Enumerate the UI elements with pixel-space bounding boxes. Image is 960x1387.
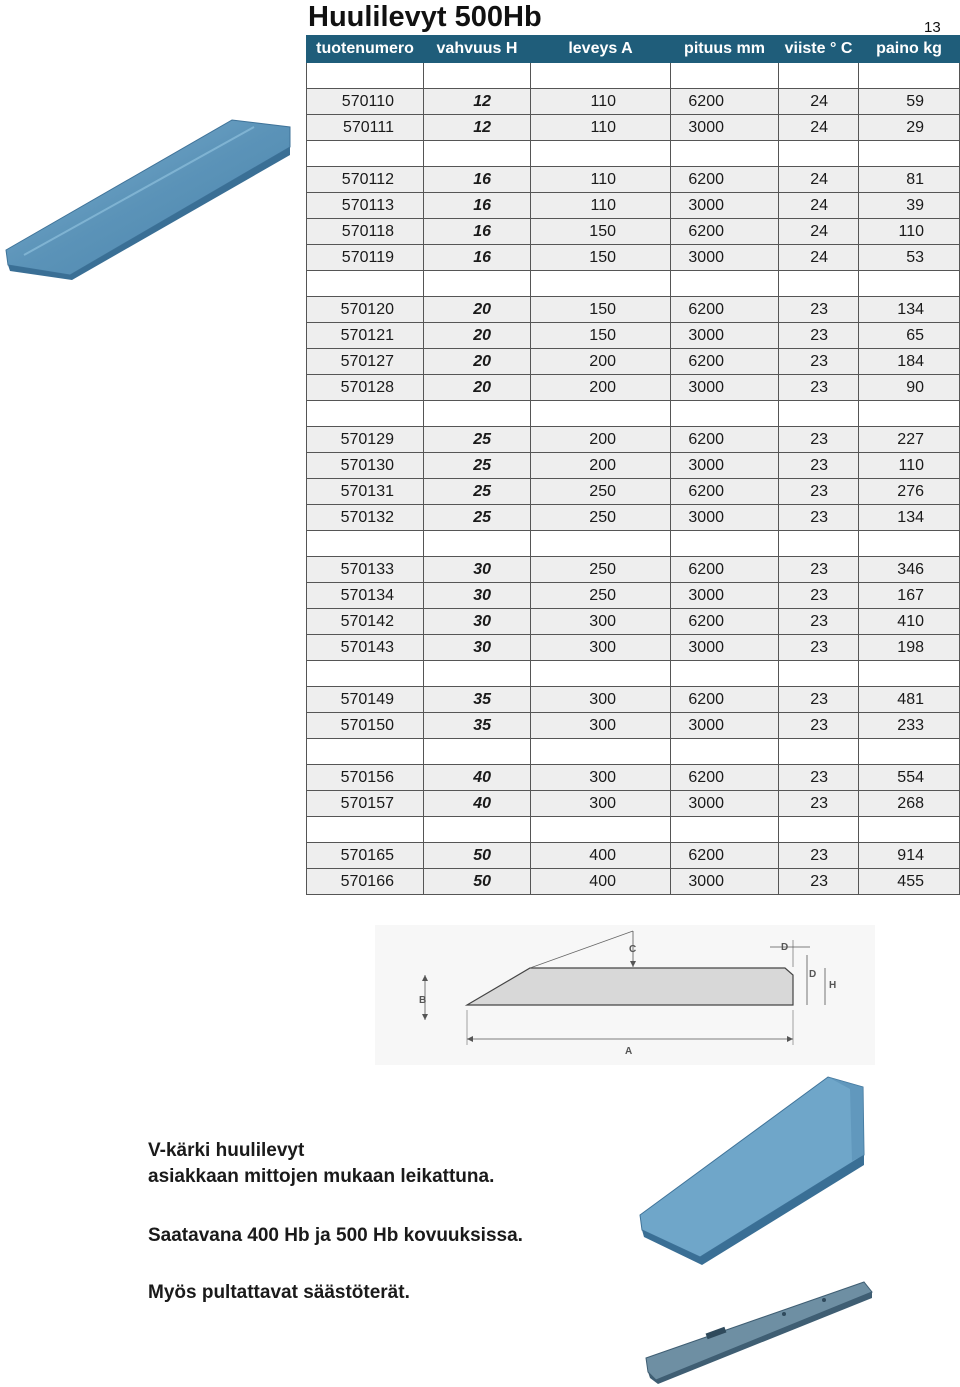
cell-leveys: 200 xyxy=(531,349,671,375)
cell-paino: 233 xyxy=(859,713,960,739)
cell-tuotenumero: 570113 xyxy=(307,193,424,219)
table-spacer-row xyxy=(307,141,960,167)
cell-pituus: 3000 xyxy=(671,635,779,661)
table-row xyxy=(307,505,960,531)
cell-tuotenumero: 570127 xyxy=(307,349,424,375)
cell-pituus: 3000 xyxy=(671,791,779,817)
table-empty-cell xyxy=(307,401,424,427)
cell-viiste: 23 xyxy=(779,687,859,713)
cell-tuotenumero: 570130 xyxy=(307,453,424,479)
table-empty-cell xyxy=(424,739,531,765)
cell-vahvuus: 20 xyxy=(424,375,531,401)
table-empty-cell xyxy=(307,141,424,167)
table-row xyxy=(307,843,960,869)
cell-leveys: 400 xyxy=(531,843,671,869)
table-empty-cell xyxy=(531,271,671,297)
table-row xyxy=(307,713,960,739)
table-empty-cell xyxy=(859,271,960,297)
table-empty-cell xyxy=(307,63,424,89)
cell-pituus: 3000 xyxy=(671,323,779,349)
blade-photo-straight xyxy=(4,115,294,280)
table-empty-cell xyxy=(424,63,531,89)
cell-paino: 81 xyxy=(859,167,960,193)
cell-paino: 39 xyxy=(859,193,960,219)
table-empty-cell xyxy=(779,141,859,167)
table-empty-cell xyxy=(859,817,960,843)
cell-tuotenumero: 570120 xyxy=(307,297,424,323)
table-empty-cell xyxy=(531,661,671,687)
cell-tuotenumero: 570118 xyxy=(307,219,424,245)
cell-tuotenumero: 570128 xyxy=(307,375,424,401)
cell-vahvuus: 35 xyxy=(424,713,531,739)
cell-leveys: 300 xyxy=(531,635,671,661)
cell-pituus: 3000 xyxy=(671,505,779,531)
cell-pituus: 6200 xyxy=(671,349,779,375)
diagram-label-a: A xyxy=(625,1046,633,1057)
table-spacer-row xyxy=(307,817,960,843)
cell-viiste: 24 xyxy=(779,245,859,271)
cell-vahvuus: 25 xyxy=(424,505,531,531)
table-empty-cell xyxy=(779,661,859,687)
cell-pituus: 3000 xyxy=(671,115,779,141)
table-empty-cell xyxy=(859,531,960,557)
cell-pituus: 6200 xyxy=(671,687,779,713)
cell-vahvuus: 20 xyxy=(424,297,531,323)
table-empty-cell xyxy=(859,401,960,427)
cell-leveys: 300 xyxy=(531,791,671,817)
table-empty-cell xyxy=(671,271,779,297)
cell-pituus: 6200 xyxy=(671,843,779,869)
cell-viiste: 23 xyxy=(779,323,859,349)
cell-paino: 554 xyxy=(859,765,960,791)
cell-viiste: 23 xyxy=(779,635,859,661)
cell-viiste: 24 xyxy=(779,193,859,219)
cell-leveys: 150 xyxy=(531,297,671,323)
table-empty-cell xyxy=(424,531,531,557)
table-empty-cell xyxy=(671,739,779,765)
col-header-vahvuus: vahvuus H xyxy=(424,36,531,63)
cell-leveys: 200 xyxy=(531,427,671,453)
cell-paino: 481 xyxy=(859,687,960,713)
cell-viiste: 23 xyxy=(779,791,859,817)
table-row xyxy=(307,869,960,895)
cell-viiste: 23 xyxy=(779,349,859,375)
cell-tuotenumero: 570156 xyxy=(307,765,424,791)
table-empty-cell xyxy=(779,739,859,765)
cell-leveys: 300 xyxy=(531,765,671,791)
cell-leveys: 300 xyxy=(531,609,671,635)
cell-tuotenumero: 570143 xyxy=(307,635,424,661)
cell-tuotenumero: 570165 xyxy=(307,843,424,869)
table-empty-cell xyxy=(531,63,671,89)
table-empty-cell xyxy=(424,817,531,843)
cell-pituus: 6200 xyxy=(671,765,779,791)
table-empty-cell xyxy=(307,531,424,557)
cell-leveys: 150 xyxy=(531,245,671,271)
table-empty-cell xyxy=(424,401,531,427)
table-row xyxy=(307,427,960,453)
cell-vahvuus: 30 xyxy=(424,583,531,609)
cell-viiste: 23 xyxy=(779,609,859,635)
table-empty-cell xyxy=(307,271,424,297)
table-empty-cell xyxy=(307,661,424,687)
cell-pituus: 3000 xyxy=(671,869,779,895)
cell-vahvuus: 25 xyxy=(424,427,531,453)
page-number: 13 xyxy=(924,19,941,36)
cell-paino: 276 xyxy=(859,479,960,505)
cell-paino: 65 xyxy=(859,323,960,349)
table-empty-cell xyxy=(671,401,779,427)
table-row xyxy=(307,583,960,609)
cell-leveys: 110 xyxy=(531,115,671,141)
cell-tuotenumero: 570121 xyxy=(307,323,424,349)
cell-vahvuus: 50 xyxy=(424,843,531,869)
table-empty-cell xyxy=(307,817,424,843)
table-empty-cell xyxy=(424,271,531,297)
cell-leveys: 400 xyxy=(531,869,671,895)
cell-vahvuus: 20 xyxy=(424,323,531,349)
cell-leveys: 250 xyxy=(531,583,671,609)
table-spacer-row xyxy=(307,661,960,687)
cell-leveys: 150 xyxy=(531,219,671,245)
notes-bolted-blades: Myös pultattavat säästöterät. xyxy=(148,1282,410,1303)
cell-viiste: 23 xyxy=(779,297,859,323)
cell-pituus: 6200 xyxy=(671,557,779,583)
cell-leveys: 250 xyxy=(531,557,671,583)
cell-vahvuus: 30 xyxy=(424,635,531,661)
cell-tuotenumero: 570110 xyxy=(307,89,424,115)
col-header-viiste: viiste ° C xyxy=(779,36,859,63)
blade-photo-bolted xyxy=(644,1280,874,1384)
cell-vahvuus: 40 xyxy=(424,765,531,791)
cell-paino: 914 xyxy=(859,843,960,869)
cell-leveys: 200 xyxy=(531,375,671,401)
cell-viiste: 23 xyxy=(779,453,859,479)
table-row xyxy=(307,635,960,661)
cell-viiste: 24 xyxy=(779,167,859,193)
notes-heading: V-kärki huulilevyt xyxy=(148,1140,305,1161)
table-empty-cell xyxy=(859,661,960,687)
cell-viiste: 23 xyxy=(779,505,859,531)
cell-leveys: 200 xyxy=(531,453,671,479)
cell-viiste: 23 xyxy=(779,427,859,453)
cell-tuotenumero: 570112 xyxy=(307,167,424,193)
cell-tuotenumero: 570150 xyxy=(307,713,424,739)
cell-tuotenumero: 570119 xyxy=(307,245,424,271)
cell-viiste: 24 xyxy=(779,115,859,141)
cell-paino: 29 xyxy=(859,115,960,141)
cell-tuotenumero: 570149 xyxy=(307,687,424,713)
table-empty-cell xyxy=(859,739,960,765)
cell-vahvuus: 50 xyxy=(424,869,531,895)
cell-pituus: 6200 xyxy=(671,427,779,453)
cell-paino: 268 xyxy=(859,791,960,817)
cell-paino: 346 xyxy=(859,557,960,583)
notes-cut-to-size: asiakkaan mittojen mukaan leikattuna. xyxy=(148,1166,495,1187)
table-empty-cell xyxy=(671,661,779,687)
cell-vahvuus: 30 xyxy=(424,609,531,635)
cell-viiste: 24 xyxy=(779,219,859,245)
cell-paino: 410 xyxy=(859,609,960,635)
cell-viiste: 23 xyxy=(779,843,859,869)
col-header-paino: paino kg xyxy=(859,36,960,63)
cell-pituus: 3000 xyxy=(671,453,779,479)
cell-leveys: 250 xyxy=(531,505,671,531)
cell-leveys: 110 xyxy=(531,89,671,115)
diagram-label-b: B xyxy=(419,995,427,1006)
table-row xyxy=(307,687,960,713)
table-empty-cell xyxy=(779,531,859,557)
cell-pituus: 6200 xyxy=(671,219,779,245)
table-empty-cell xyxy=(779,271,859,297)
cell-tuotenumero: 570111 xyxy=(307,115,424,141)
table-row xyxy=(307,791,960,817)
col-header-leveys: leveys A xyxy=(531,36,671,63)
cell-leveys: 110 xyxy=(531,167,671,193)
cell-tuotenumero: 570134 xyxy=(307,583,424,609)
cell-vahvuus: 16 xyxy=(424,193,531,219)
table-empty-cell xyxy=(859,141,960,167)
table-empty-cell xyxy=(671,141,779,167)
table-row xyxy=(307,375,960,401)
table-spacer-row xyxy=(307,271,960,297)
cell-tuotenumero: 570132 xyxy=(307,505,424,531)
table-empty-cell xyxy=(779,401,859,427)
cell-vahvuus: 35 xyxy=(424,687,531,713)
cell-tuotenumero: 570142 xyxy=(307,609,424,635)
table-row xyxy=(307,297,960,323)
cell-pituus: 3000 xyxy=(671,375,779,401)
cell-pituus: 6200 xyxy=(671,297,779,323)
cell-pituus: 3000 xyxy=(671,193,779,219)
table-row xyxy=(307,115,960,141)
cell-tuotenumero: 570133 xyxy=(307,557,424,583)
cell-paino: 90 xyxy=(859,375,960,401)
table-empty-cell xyxy=(424,141,531,167)
cell-paino: 134 xyxy=(859,505,960,531)
cell-paino: 198 xyxy=(859,635,960,661)
table-empty-cell xyxy=(531,739,671,765)
cell-viiste: 23 xyxy=(779,557,859,583)
table-row xyxy=(307,323,960,349)
notes-hardness: Saatavana 400 Hb ja 500 Hb kovuuksissa. xyxy=(148,1225,523,1246)
cell-leveys: 300 xyxy=(531,687,671,713)
cell-pituus: 6200 xyxy=(671,167,779,193)
page-title: Huulilevyt 500Hb xyxy=(308,1,542,33)
table-row xyxy=(307,609,960,635)
cell-paino: 184 xyxy=(859,349,960,375)
cell-pituus: 6200 xyxy=(671,89,779,115)
diagram-label-h: H xyxy=(829,980,837,991)
table-row xyxy=(307,557,960,583)
table-empty-cell xyxy=(307,739,424,765)
cell-paino: 227 xyxy=(859,427,960,453)
table-row xyxy=(307,453,960,479)
table-row xyxy=(307,193,960,219)
table-empty-cell xyxy=(671,63,779,89)
notes-block xyxy=(148,1138,523,1306)
cell-vahvuus: 12 xyxy=(424,115,531,141)
table-empty-cell xyxy=(859,63,960,89)
cell-paino: 59 xyxy=(859,89,960,115)
cell-viiste: 23 xyxy=(779,713,859,739)
table-row xyxy=(307,479,960,505)
col-header-pituus: pituus mm xyxy=(671,36,779,63)
diagram-label-c: C xyxy=(629,944,637,955)
cell-tuotenumero: 570131 xyxy=(307,479,424,505)
table-spacer-row xyxy=(307,63,960,89)
cell-paino: 455 xyxy=(859,869,960,895)
table-body xyxy=(307,63,960,895)
table-spacer-row xyxy=(307,401,960,427)
cell-viiste: 23 xyxy=(779,583,859,609)
cell-vahvuus: 16 xyxy=(424,167,531,193)
table-spacer-row xyxy=(307,531,960,557)
cell-viiste: 23 xyxy=(779,765,859,791)
col-header-tuotenumero: tuotenumero xyxy=(307,36,424,63)
cell-leveys: 250 xyxy=(531,479,671,505)
table-empty-cell xyxy=(671,817,779,843)
table-row xyxy=(307,349,960,375)
cell-pituus: 6200 xyxy=(671,479,779,505)
cell-viiste: 23 xyxy=(779,375,859,401)
cell-paino: 167 xyxy=(859,583,960,609)
table-row xyxy=(307,219,960,245)
table-empty-cell xyxy=(531,401,671,427)
cell-viiste: 24 xyxy=(779,89,859,115)
spec-table xyxy=(306,35,960,895)
cell-vahvuus: 16 xyxy=(424,245,531,271)
cell-paino: 134 xyxy=(859,297,960,323)
cell-paino: 110 xyxy=(859,219,960,245)
cell-pituus: 3000 xyxy=(671,713,779,739)
table-empty-cell xyxy=(779,817,859,843)
table-spacer-row xyxy=(307,739,960,765)
cell-vahvuus: 25 xyxy=(424,479,531,505)
table-empty-cell xyxy=(424,661,531,687)
table-row xyxy=(307,167,960,193)
table-empty-cell xyxy=(779,63,859,89)
dimension-diagram xyxy=(375,925,875,1065)
table-row xyxy=(307,765,960,791)
cell-pituus: 3000 xyxy=(671,245,779,271)
cell-pituus: 3000 xyxy=(671,583,779,609)
cell-leveys: 150 xyxy=(531,323,671,349)
table-empty-cell xyxy=(531,531,671,557)
blade-photo-v-tip xyxy=(638,1075,870,1265)
table-row xyxy=(307,89,960,115)
cell-vahvuus: 16 xyxy=(424,219,531,245)
cell-vahvuus: 30 xyxy=(424,557,531,583)
cell-paino: 53 xyxy=(859,245,960,271)
diagram-label-d-side: D xyxy=(809,969,817,980)
cell-vahvuus: 20 xyxy=(424,349,531,375)
cell-vahvuus: 25 xyxy=(424,453,531,479)
cell-leveys: 110 xyxy=(531,193,671,219)
cell-tuotenumero: 570166 xyxy=(307,869,424,895)
cell-vahvuus: 12 xyxy=(424,89,531,115)
cell-tuotenumero: 570157 xyxy=(307,791,424,817)
diagram-label-d-top: D xyxy=(781,942,789,953)
table-empty-cell xyxy=(531,141,671,167)
table-empty-cell xyxy=(671,531,779,557)
table-empty-cell xyxy=(531,817,671,843)
cell-viiste: 23 xyxy=(779,479,859,505)
cell-viiste: 23 xyxy=(779,869,859,895)
cell-tuotenumero: 570129 xyxy=(307,427,424,453)
cell-vahvuus: 40 xyxy=(424,791,531,817)
table-row xyxy=(307,245,960,271)
table-header-row xyxy=(307,36,960,63)
cell-pituus: 6200 xyxy=(671,609,779,635)
cell-leveys: 300 xyxy=(531,713,671,739)
cell-paino: 110 xyxy=(859,453,960,479)
